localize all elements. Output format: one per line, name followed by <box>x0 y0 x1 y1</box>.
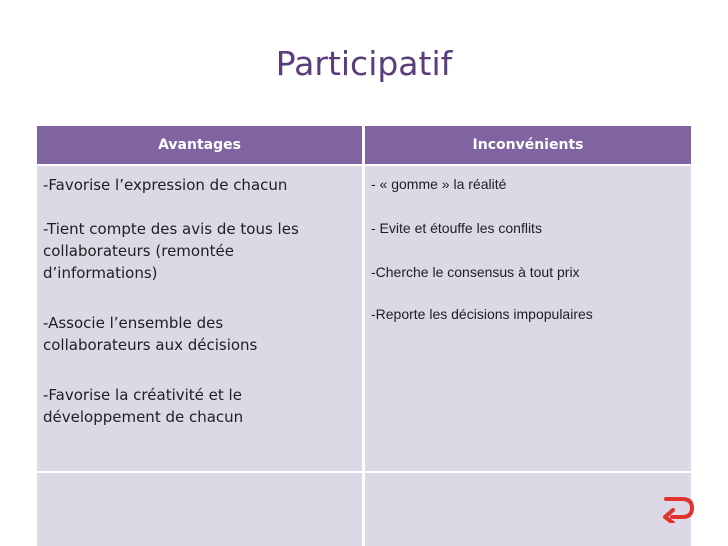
avantage-item: -Favorise l’expression de chacun <box>43 176 288 194</box>
empty-cell-right <box>365 473 691 546</box>
header-inconvenients: Inconvénients <box>365 126 691 164</box>
inconvenient-item: -Reporte les décisions impopulaires <box>371 306 593 322</box>
slide-title: Participatif <box>275 44 453 83</box>
avantages-cell <box>37 166 362 471</box>
comparison-table <box>37 126 691 546</box>
header-avantages: Avantages <box>37 126 362 164</box>
return-arrow-icon[interactable] <box>662 493 696 523</box>
avantage-item: -Tient compte des avis de tous les collaborateurs (remontée d’informations) <box>43 220 299 282</box>
inconvenient-item: - Evite et étouffe les conflits <box>371 220 542 236</box>
inconvenient-item: -Cherche le consensus à tout prix <box>371 264 580 280</box>
avantage-item: -Associe l’ensemble des collaborateurs aux décisions <box>43 314 258 354</box>
empty-cell-left <box>37 473 362 546</box>
inconvenients-cell <box>365 166 691 471</box>
avantage-item: -Favorise la créativité et le développement de chacun <box>43 386 244 426</box>
inconvenient-item: - « gomme » la réalité <box>371 176 507 192</box>
